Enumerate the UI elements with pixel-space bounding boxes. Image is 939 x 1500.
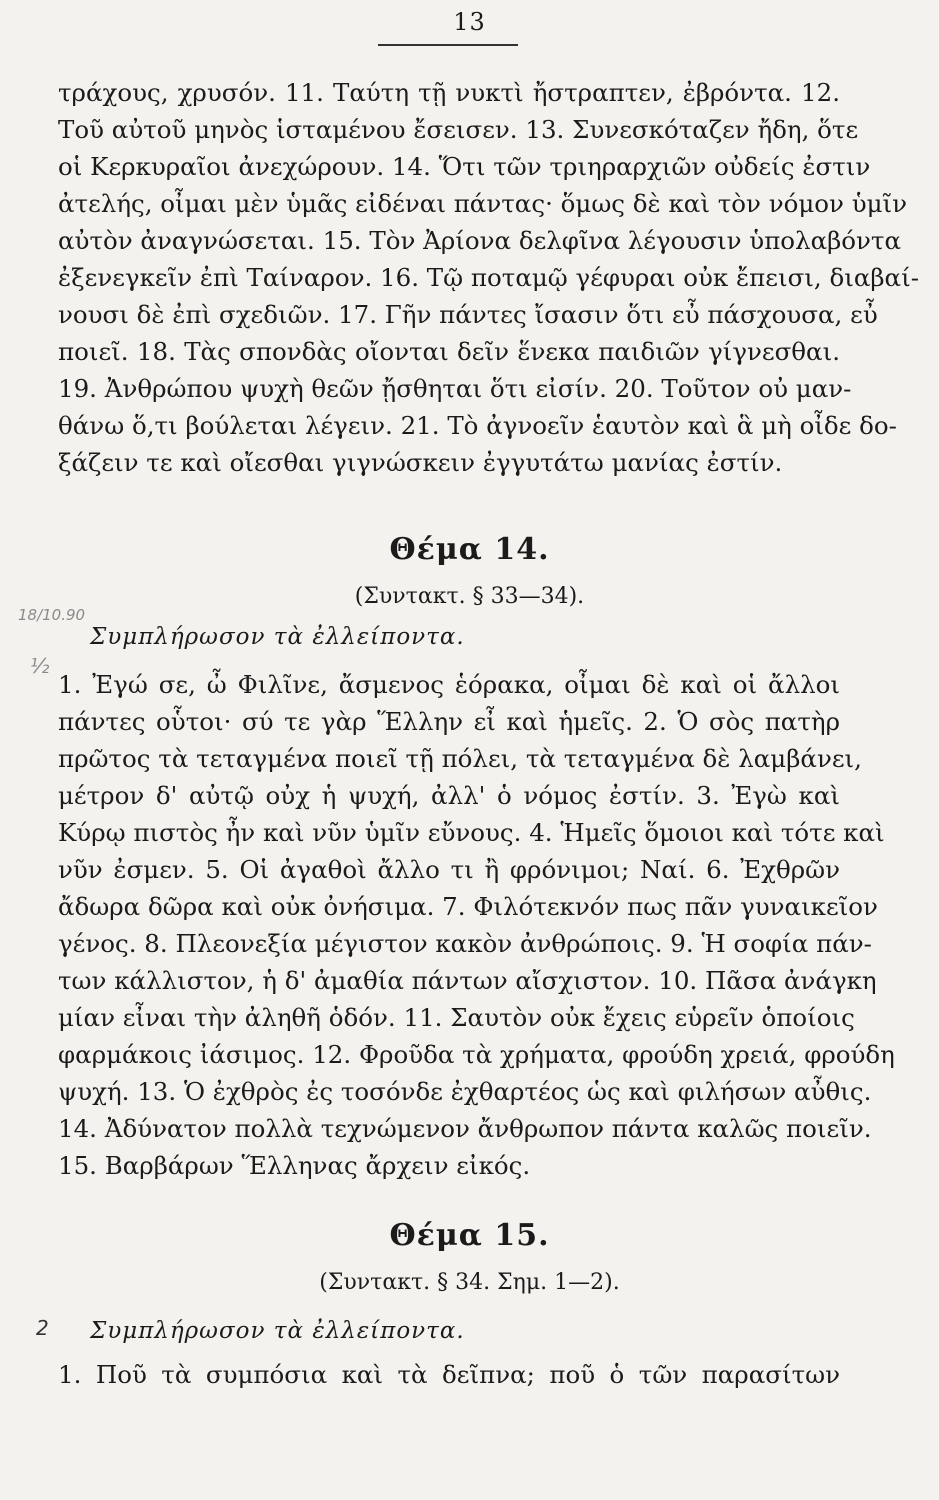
text-line: πρῶτος τὰ τεταγμένα ποιεῖ τῇ πόλει, τὰ τεταγμένα δὲ λαμβάνει,	[58, 744, 862, 773]
section-reference-15: (Συντακτ. § 34. Σημ. 1—2).	[319, 1270, 620, 1295]
handwritten-note: 2	[36, 1316, 49, 1340]
text-line: 15. Βαρβάρων Ἕλληνας ἄρχειν εἰκός.	[58, 1151, 531, 1180]
handwritten-note: 18/10.90	[18, 606, 86, 624]
text-line: τράχους, χρυσόν. 11. Ταύτη τῇ νυκτὶ ἤστραπτεν, ἐβρόντα. 12.	[58, 78, 840, 107]
text-line: θάνω ὅ,τι βούλεται λέγειν. 21. Τὸ ἀγνοεῖν ἑαυτὸν καὶ ἃ μὴ οἶδε δο-	[58, 411, 897, 440]
text-line: ξάζειν τε καὶ οἴεσθαι γιγνώσκειν ἐγγυτάτω μανίας ἐστίν.	[58, 448, 783, 477]
text-line: 19. Ἀνθρώπου ψυχὴ θεῶν ᾔσθηται ὅτι εἰσίν. 20. Τοῦτον οὐ μαν-	[58, 374, 852, 403]
text-line: φαρμάκοις ἰάσιμος. 12. Φροῦδα τὰ χρήματα, φρούδη χρειά, φρούδη	[58, 1040, 895, 1069]
handwritten-note: ½	[30, 654, 50, 678]
text-line: Τοῦ αὐτοῦ μηνὸς ἱσταμένου ἔσεισεν. 13. Συνεσκόταζεν ἤδη, ὅτε	[58, 115, 859, 144]
text-line: Κύρῳ πιστὸς ἦν καὶ νῦν ὑμῖν εὔνους. 4. Ἡμεῖς ὅμοιοι καὶ τότε καὶ	[58, 818, 885, 847]
text-line: οἱ Κερκυραῖοι ἀνεχώρουν. 14. Ὅτι τῶν τριηραρχιῶν οὐδείς ἐστιν	[58, 152, 871, 181]
instruction-15: Συμπλήρωσον τὰ ἐλλείποντα.	[90, 1318, 465, 1344]
text-line: νουσι δὲ ἐπὶ σχεδιῶν. 17. Γῆν πάντες ἴσασιν ὅτι εὖ πάσχουσα, εὖ	[58, 300, 878, 329]
text-line: μίαν εἶναι τὴν ἀληθῆ ὁδόν. 11. Σαυτὸν οὐκ ἔχεις εὑρεῖν ὁποίοις	[58, 1003, 855, 1032]
section-heading-15: Θέμα 15.	[389, 1218, 550, 1253]
text-line: 1. Ποῦ τὰ συμπόσια καὶ τὰ δεῖπνα; ποῦ ὁ τῶν παρασίτων	[58, 1360, 840, 1389]
text-line: 14. Ἀδύνατον πολλὰ τεχνώμενον ἄνθρωπον πάντα καλῶς ποιεῖν.	[58, 1114, 872, 1143]
text-line: ἄδωρα δῶρα καὶ οὐκ ὀνήσιμα. 7. Φιλότεκνόν πως πᾶν γυναικεῖον	[58, 892, 878, 921]
header-rule	[378, 44, 518, 46]
section-reference-14: (Συντακτ. § 33—34).	[354, 584, 585, 609]
text-line: 1. Ἐγώ σε, ὦ Φιλῖνε, ἄσμενος ἑόρακα, οἶμαι δὲ καὶ οἱ ἄλλοι	[58, 670, 840, 699]
text-line: γένος. 8. Πλεονεξία μέγιστον κακὸν ἀνθρώποις. 9. Ἡ σοφία πάν-	[58, 929, 872, 958]
text-line: μέτρον δ' αὐτῷ οὐχ ἡ ψυχή, ἀλλ' ὁ νόμος ἐστίν. 3. Ἐγὼ καὶ	[58, 781, 840, 810]
text-line: πάντες οὗτοι· σύ τε γὰρ Ἕλλην εἶ καὶ ἡμεῖς. 2. Ὁ σὸς πατὴρ	[58, 707, 840, 736]
instruction-14: Συμπλήρωσον τὰ ἐλλείποντα.	[90, 624, 465, 650]
text-line: ψυχή. 13. Ὁ ἐχθρὸς ἐς τοσόνδε ἐχθαρτέος ὡς καὶ φιλήσων αὖθις.	[58, 1077, 872, 1106]
section-heading-14: Θέμα 14.	[389, 532, 550, 567]
page-number: 13	[453, 8, 486, 36]
text-line: των κάλλιστον, ἡ δ' ἀμαθία πάντων αἴσχιστον. 10. Πᾶσα ἀνάγκη	[58, 966, 877, 995]
text-line: ἐξενεγκεῖν ἐπὶ Ταίναρον. 16. Τῷ ποταμῷ γέφυραι οὐκ ἔπεισι, διαβαί-	[58, 263, 919, 292]
text-line: ποιεῖ. 18. Τὰς σπονδὰς οἴονται δεῖν ἕνεκα παιδιῶν γίγνεσθαι.	[58, 337, 840, 366]
text-line: ἀτελής, οἶμαι μὲν ὑμᾶς εἰδέναι πάντας· ὅμως δὲ καὶ τὸν νόμον ὑμῖν	[58, 189, 908, 218]
text-line: αὐτὸν ἀναγνώσεται. 15. Τὸν Ἀρίονα δελφῖνα λέγουσιν ὑπολαβόντα	[58, 226, 902, 255]
text-line: νῦν ἐσμεν. 5. Οἱ ἀγαθοὶ ἄλλο τι ἢ φρόνιμοι; Ναί. 6. Ἐχθρῶν	[58, 855, 840, 884]
